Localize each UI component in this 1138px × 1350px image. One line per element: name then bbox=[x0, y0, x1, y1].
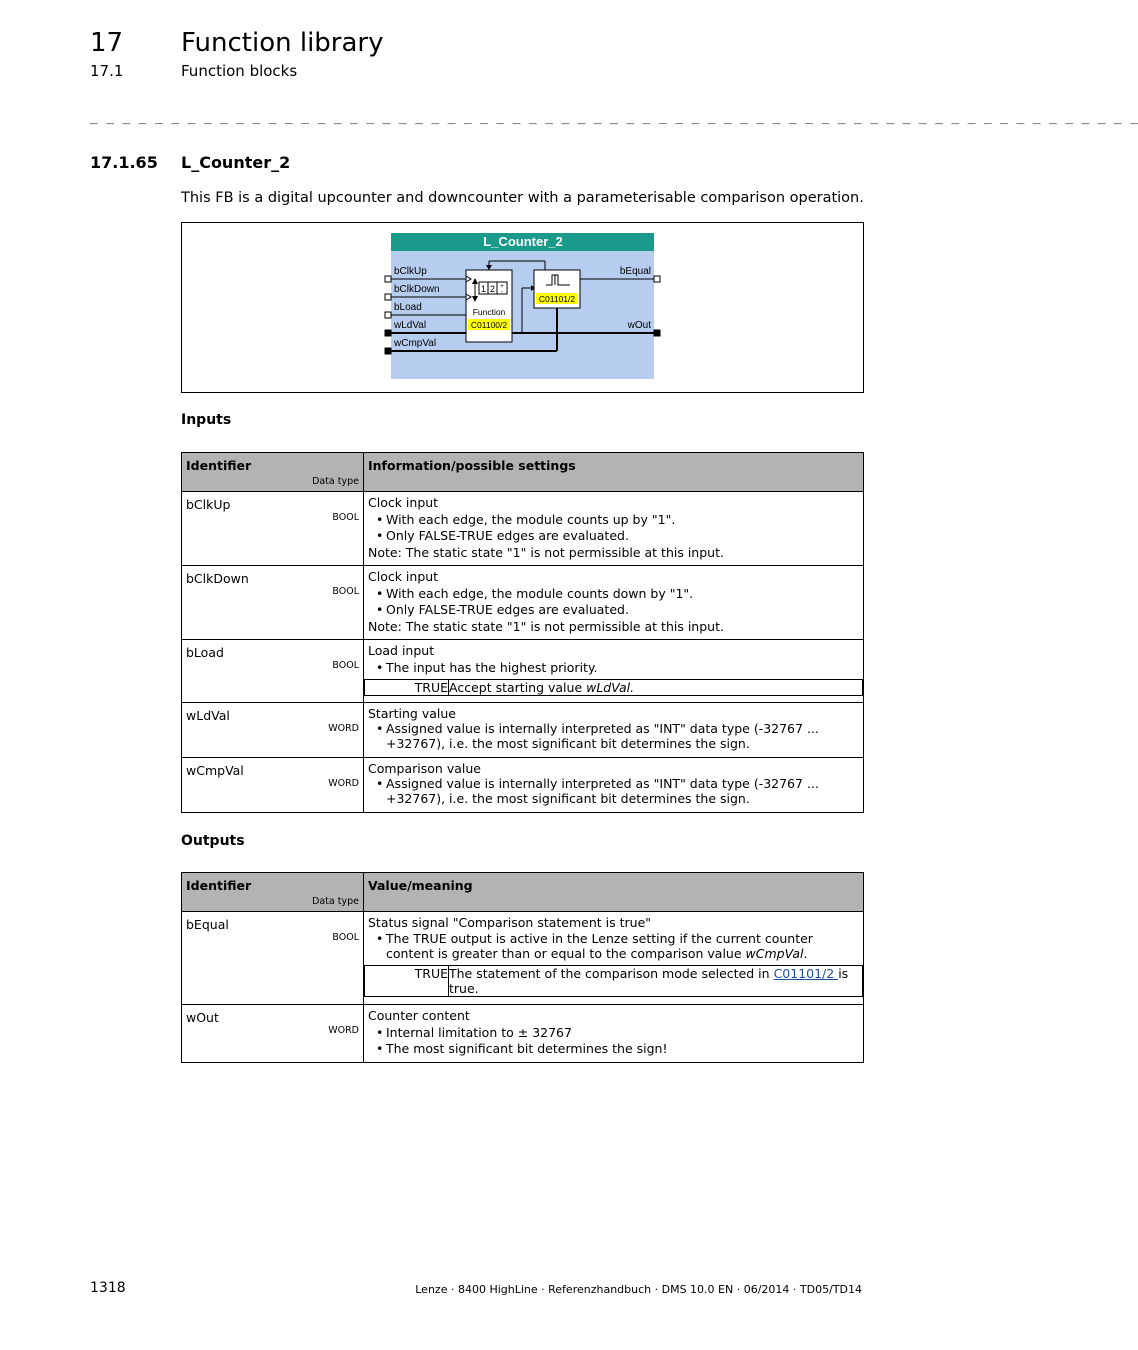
identifier: wCmpVal bbox=[186, 763, 244, 778]
info-title: Comparison value bbox=[368, 761, 481, 776]
column-datatype-label: Data type bbox=[312, 476, 359, 487]
outputs-heading: Outputs bbox=[181, 833, 245, 849]
list-item: • The most significant bit determines the sign! bbox=[376, 1041, 668, 1056]
list-item: • Only FALSE-TRUE edges are evaluated. bbox=[376, 528, 629, 543]
data-type: BOOL bbox=[332, 512, 359, 523]
function-box bbox=[466, 270, 512, 342]
info-title: Clock input bbox=[368, 495, 439, 510]
table-row bbox=[182, 640, 864, 703]
column-info-label: Information/possible settings bbox=[368, 458, 576, 473]
pin-wcmpval bbox=[385, 348, 391, 354]
list-item: • The input has the highest priority. bbox=[376, 659, 598, 675]
inputs-heading: Inputs bbox=[181, 412, 232, 428]
label-wout: wOut bbox=[627, 320, 651, 331]
function-block-diagram bbox=[182, 223, 863, 392]
info-title: Counter content bbox=[368, 1008, 470, 1023]
value-key: TRUE bbox=[365, 965, 449, 996]
value-key: TRUE bbox=[365, 680, 449, 696]
info-title: Status signal "Comparison statement is true" bbox=[368, 915, 652, 930]
info-note: Note: The static state "1" is not permissible at this input. bbox=[368, 544, 724, 560]
header-separator: _ _ _ _ _ _ _ _ _ _ _ _ _ _ _ _ _ _ _ _ _ _ _ _ _ _ _ _ _ _ _ _ _ _ _ _ _ _ _ _ _ _ _ _ _ _ _ _ _ _ _ _ _ _ _ _ _ _ _ _ _ _ _ _ _ bbox=[90, 110, 1138, 125]
info-title: Clock input bbox=[368, 569, 439, 584]
table-row bbox=[182, 566, 864, 640]
label-wcmpval: wCmpVal bbox=[394, 338, 437, 349]
list-item: • With each edge, the module counts up by "1". bbox=[376, 511, 676, 527]
intro-text: This FB is a digital upcounter and downcounter with a parameterisable comparison operation. bbox=[181, 190, 864, 206]
label-bclkdown: bClkDown bbox=[394, 284, 440, 295]
data-type: BOOL bbox=[332, 660, 359, 671]
label-bclkup: bClkUp bbox=[394, 266, 427, 277]
column-info bbox=[364, 873, 864, 912]
page-number: 1318 bbox=[90, 1280, 126, 1296]
list-item: • The TRUE output is active in the Lenze setting if the current counter content is greater than or equal to the comparison value wCmpVal. bbox=[376, 930, 813, 961]
list-item: • Only FALSE-TRUE edges are evaluated. bbox=[376, 602, 629, 617]
footer-doc-info: Lenze · 8400 HighLine · Referenzhandbuch · DMS 10.0 EN · 06/2014 · TD05/TD14 bbox=[415, 1283, 862, 1296]
identifier: bLoad bbox=[186, 645, 224, 660]
column-info bbox=[364, 453, 864, 492]
list-item: • Internal limitation to ± 32767 bbox=[376, 1024, 572, 1040]
table-row bbox=[182, 1005, 864, 1063]
heading-title: L_Counter_2 bbox=[181, 153, 291, 172]
pin-wldval bbox=[385, 330, 391, 336]
data-type: WORD bbox=[328, 1025, 359, 1036]
table-row bbox=[182, 912, 864, 1005]
chapter-number: 17 bbox=[90, 28, 124, 58]
function-label: Function bbox=[472, 307, 506, 317]
list-item: • Assigned value is internally interpreted as "INT" data type (-32767 ... +32767), i.e. the most significant bit determines the sign. bbox=[376, 776, 819, 806]
parameter-link[interactable]: C01101/2 bbox=[773, 965, 839, 981]
identifier: wOut bbox=[186, 1010, 219, 1025]
compare-code: C01101/2 bbox=[538, 294, 576, 304]
data-type: BOOL bbox=[332, 586, 359, 597]
pin-bclkup bbox=[385, 276, 391, 282]
section-number: 17.1 bbox=[90, 62, 124, 80]
function-code: C01100/2 bbox=[470, 320, 508, 330]
block-title: L_Counter_2 bbox=[483, 234, 563, 249]
data-type: BOOL bbox=[332, 932, 359, 943]
inputs-table bbox=[181, 452, 864, 813]
info-title: Starting value bbox=[368, 706, 456, 721]
info-note: Note: The static state "1" is not permissible at this input. bbox=[368, 618, 724, 634]
data-type: WORD bbox=[328, 723, 359, 734]
pin-bequal bbox=[654, 276, 660, 282]
identifier: bEqual bbox=[186, 917, 229, 932]
value-meaning: The statement of the comparison mode selected in C01101/2 is true. bbox=[449, 965, 863, 996]
counter-minus: - bbox=[501, 289, 503, 296]
counter-digit-1-text: 1 bbox=[480, 284, 487, 294]
counter-digit-2-text: 2 bbox=[489, 284, 496, 294]
data-type: WORD bbox=[328, 778, 359, 789]
table-header-row bbox=[182, 873, 864, 912]
identifier: bClkUp bbox=[186, 497, 231, 512]
table-row bbox=[182, 492, 864, 566]
section-title: Function blocks bbox=[181, 62, 298, 80]
value-table bbox=[364, 965, 863, 997]
outputs-table bbox=[181, 872, 864, 1063]
table-header-row bbox=[182, 453, 864, 492]
chapter-title: Function library bbox=[181, 28, 384, 58]
heading-number: 17.1.65 bbox=[90, 153, 158, 172]
label-wldval: wLdVal bbox=[394, 320, 427, 331]
pin-wout bbox=[654, 330, 660, 336]
counter-plus: + bbox=[500, 284, 504, 290]
label-bload: bLoad bbox=[394, 302, 422, 313]
label-bequal: bEqual bbox=[619, 266, 651, 277]
list-item: • Assigned value is internally interpreted as "INT" data type (-32767 ... +32767), i.e. the most significant bit determines the sign. bbox=[376, 721, 819, 751]
column-identifier-label: Identifier bbox=[186, 878, 252, 893]
column-identifier bbox=[182, 873, 364, 912]
pin-bload bbox=[385, 312, 391, 318]
info-title: Load input bbox=[368, 643, 435, 658]
value-meaning: Accept starting value wLdVal. bbox=[449, 680, 863, 696]
column-identifier-label: Identifier bbox=[186, 458, 252, 473]
table-row bbox=[182, 703, 864, 758]
column-datatype-label: Data type bbox=[312, 896, 359, 907]
identifier: wLdVal bbox=[186, 708, 230, 723]
column-identifier bbox=[182, 453, 364, 492]
pin-bclkdown bbox=[385, 294, 391, 300]
identifier: bClkDown bbox=[186, 571, 249, 586]
table-row bbox=[182, 758, 864, 813]
column-info-label: Value/meaning bbox=[368, 878, 473, 893]
list-item: • With each edge, the module counts down by "1". bbox=[376, 585, 694, 601]
value-table bbox=[364, 679, 863, 696]
diagram-frame bbox=[181, 222, 864, 393]
